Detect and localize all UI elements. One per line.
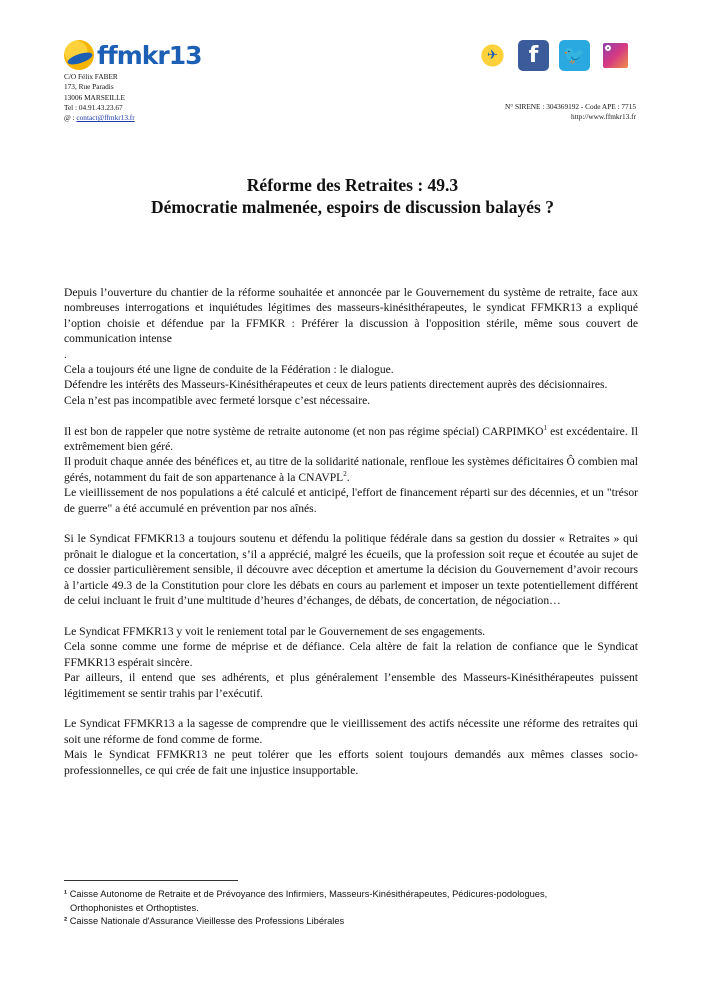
paragraph-dot: .: [64, 347, 67, 361]
footnotes: [64, 888, 642, 929]
footnote-separator: [64, 880, 238, 881]
email-line: [64, 113, 135, 123]
sender-address: [64, 72, 135, 123]
paragraph: Depuis l’ouverture du chantier de la réforme souhaitée et annoncée par le Gouvernement du système de retraite, face aux nombreuses interrogations et inquiétudes légitimes des masseurs-kinésithérapeutes, le syndicat FFMKR13 a expliqué l’option choisie et défendue par la FFMKR : Préférer la discussion à l'opposition stérile, même sous couvert de communication intense: [64, 286, 638, 346]
paragraph: Le Syndicat FFMKR13 y voit le reniement total par le Gouvernement de ses engagements.: [64, 624, 486, 638]
footnote-label: ²: [64, 916, 68, 926]
logo-text: [97, 40, 202, 70]
paragraph-text: Il produit chaque année des bénéfices et, au titre de la solidarité nationale, renfloue les systèmes déficitaires Ô combien mal gérés, notamment du fait de son appartenance à la CNAVPL: [64, 455, 638, 484]
email-link[interactable]: contact@ffmkr13.fr: [76, 113, 135, 123]
document-title: [0, 174, 705, 218]
instagram-icon[interactable]: [600, 40, 631, 71]
footnote-2: [64, 915, 642, 929]
paragraph-text: .: [346, 470, 350, 484]
paragraph: Par ailleurs, il entend que ses adhérents, et plus généralement l’ensemble des Masseurs-Kinésithérapeutes puissent légitimement se sentir trahis par l’exécutif.: [64, 671, 638, 700]
ffmkr-logo-icon[interactable]: ✈: [477, 40, 508, 71]
company-info: [505, 102, 636, 123]
twitter-icon[interactable]: 🐦: [559, 40, 590, 71]
address-line: 173, Rue Paradis: [64, 82, 114, 92]
paragraph: Le vieillissement de nos populations a été calculé et anticipé, l'effort de financement réparti sur des décennies, et un "trésor de guerre" a été accumulé en prévention par nos aînés.: [64, 486, 638, 515]
facebook-icon[interactable]: f: [518, 40, 549, 71]
footnote-text: Caisse Nationale d'Assurance Vieillesse des Professions Libérales: [69, 916, 345, 926]
footnote-1-continuation: Orthophonistes et Orthoptistes.: [70, 902, 199, 913]
document-body: [64, 285, 638, 778]
paragraph-text: est excédentaire. Il extrêmement bien géré.: [64, 424, 638, 454]
paragraph: Cela a toujours été une ligne de conduite de la Fédération : le dialogue.: [64, 363, 394, 377]
title-line-2: Démocratie malmenée, espoirs de discussion balayés ?: [151, 197, 554, 217]
address-line: C/O Félix FABER: [64, 72, 118, 81]
website-link[interactable]: http://www.ffmkr13.fr: [570, 112, 636, 122]
footnote-text: Caisse Autonome de Retraite et de Prévoyance des Infirmiers, Masseurs-Kinésithérapeutes, Pédicures-podologues,: [69, 889, 548, 899]
phone-line: Tel : 04.91.43.23.67: [64, 102, 123, 112]
footnote-label: ¹: [64, 889, 68, 899]
ffmkr13-logo-icon: [64, 40, 94, 70]
paragraph: Si le Syndicat FFMKR13 a toujours soutenu et défendu la politique fédérale dans sa gestion du dossier « Retraites » qui prônait le dialogue et la concertation, s’il a apprécié, malgré les écueils, que la profession soit reçue et écoutée au sujet de ce dossier particulièrement sensible, il découvre avec déception et amertume la décision du Gouvernement d’avoir recours à l’article 49.3 de la Constitution pour clore les débats en cours au parlement et imposer un texte potentiellement différent de celui incluant le fruit d’une multitude d’heures d’échanges, de débats, de concertation, de négociation…: [64, 532, 638, 608]
paragraph: Le Syndicat FFMKR13 a la sagesse de comprendre que le vieillissement des actifs nécessite une réforme des retraites qui soit une réforme de fond comme de forme.: [64, 717, 638, 746]
email-prefix: @ :: [64, 113, 77, 123]
paragraph: Cela sonne comme une forme de méprise et de défiance. Cela altère de fait la relation de confiance que le Syndicat FFMKR13 espérait sincère.: [64, 640, 638, 669]
ffmkr13-logo: [64, 40, 202, 70]
paragraph: Cela n’est pas incompatible avec fermeté lorsque c’est nécessaire.: [64, 393, 371, 407]
siren-number: N° SIRENE : 304369192 - Code APE : 7715: [504, 102, 636, 111]
address-line: 13006 MARSEILLE: [64, 92, 126, 102]
paragraph: [64, 454, 638, 485]
footnote-ref-1[interactable]: 1: [543, 423, 547, 432]
paragraph: Mais le Syndicat FFMKR13 ne peut tolérer que les efforts soient toujours demandés aux mêmes classes socio-professionnelles, ce qui crée de fait une injustice insupportable.: [64, 748, 638, 777]
paragraph-text: Il est bon de rappeler que notre système de retraite autonome (et non pas régime spécial) CARPIMKO: [64, 424, 544, 438]
paragraph: [64, 424, 638, 455]
logo-text-label: ffmkr13: [97, 40, 202, 70]
title-line-1: Réforme des Retraites : 49.3: [246, 175, 459, 195]
footnote-1: [64, 888, 642, 902]
social-links: [477, 40, 631, 71]
paragraph: Défendre les intérêts des Masseurs-Kinésithérapeutes et ceux de leurs patients directement auprès des décisionnaires.: [64, 378, 608, 392]
footnote-ref-2[interactable]: 2: [343, 470, 347, 478]
